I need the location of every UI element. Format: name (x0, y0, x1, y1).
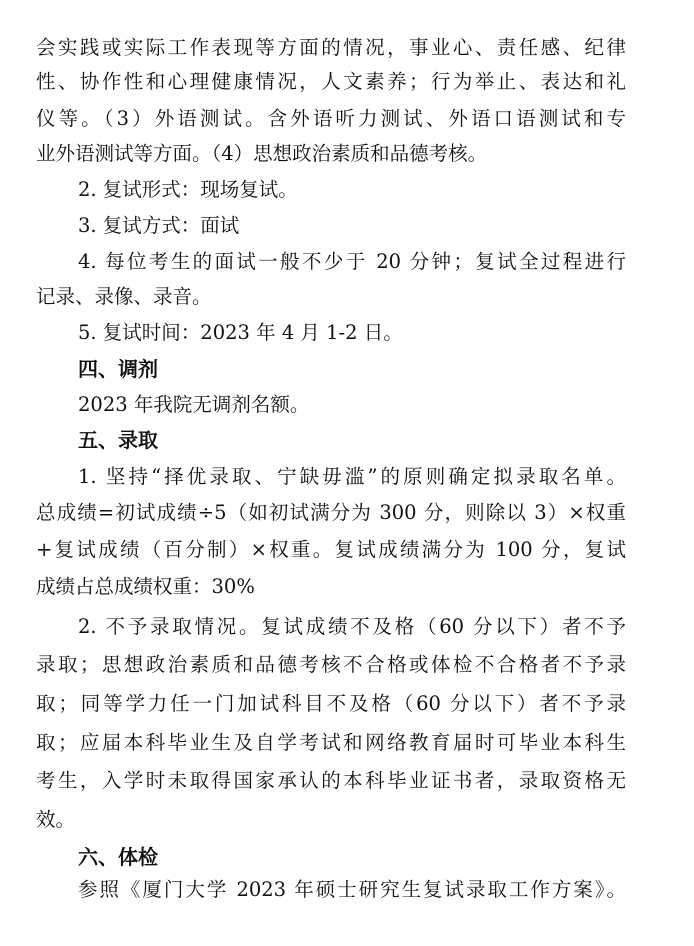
paragraph-line: 记录、录像、录音。 (36, 285, 212, 308)
paragraph-line: 录取；思想政治素质和品德考核不合格或体检不合格者不予录 (36, 653, 626, 676)
paragraph-line: 参照《厦门大学 2023 年硕士研究生复试录取工作方案》。 (78, 878, 626, 901)
list-item-line: 1. 坚持“择优录取、宁缺毋滥”的原则确定拟录取名单。 (78, 465, 626, 488)
section-heading: 五、录取 (78, 428, 158, 452)
paragraph-line: 取；应届本科毕业生及自学考试和网络教育届时可毕业本科生 (36, 731, 626, 754)
list-item-line: 5. 复试时间：2023 年 4 月 1-2 日。 (78, 321, 403, 344)
paragraph-line: 会实践或实际工作表现等方面的情况，事业心、责任感、纪律 (36, 36, 626, 59)
paragraph-line: 性、协作性和心理健康情况，人文素养；行为举止、表达和礼 (36, 70, 626, 93)
section-heading: 六、体检 (78, 845, 158, 869)
list-item-line: 3. 复试方式：面试 (78, 214, 240, 237)
list-item-line: 2. 复试形式：现场复试。 (78, 178, 298, 201)
paragraph-line: 业外语测试等方面。（4）思想政治素质和品德考核。 (36, 142, 488, 165)
paragraph-line: 考生，入学时未取得国家承认的本科毕业证书者，录取资格无 (36, 769, 626, 792)
list-item-line: 2. 不予录取情况。复试成绩不及格（60 分以下）者不予 (78, 615, 626, 638)
section-heading: 四、调剂 (78, 357, 158, 381)
paragraph-line: 总成绩=初试成绩÷5（如初试满分为 300 分，则除以 3）×权重 (36, 501, 626, 524)
paragraph-line: 取；同等学力任一门加试科目不及格（60 分以下）者不予录 (36, 692, 626, 715)
paragraph-line: 仪等。（3）外语测试。含外语听力测试、外语口语测试和专 (36, 107, 626, 130)
paragraph-line: 成绩占总成绩权重：30% (36, 575, 255, 598)
paragraph-line: +复试成绩（百分制）×权重。复试成绩满分为 100 分，复试 (36, 538, 626, 561)
paragraph-line: 效。 (36, 808, 76, 831)
paragraph-line: 2023 年我院无调剂名额。 (78, 393, 310, 416)
list-item-line: 4. 每位考生的面试一般不少于 20 分钟；复试全过程进行 (78, 250, 626, 273)
